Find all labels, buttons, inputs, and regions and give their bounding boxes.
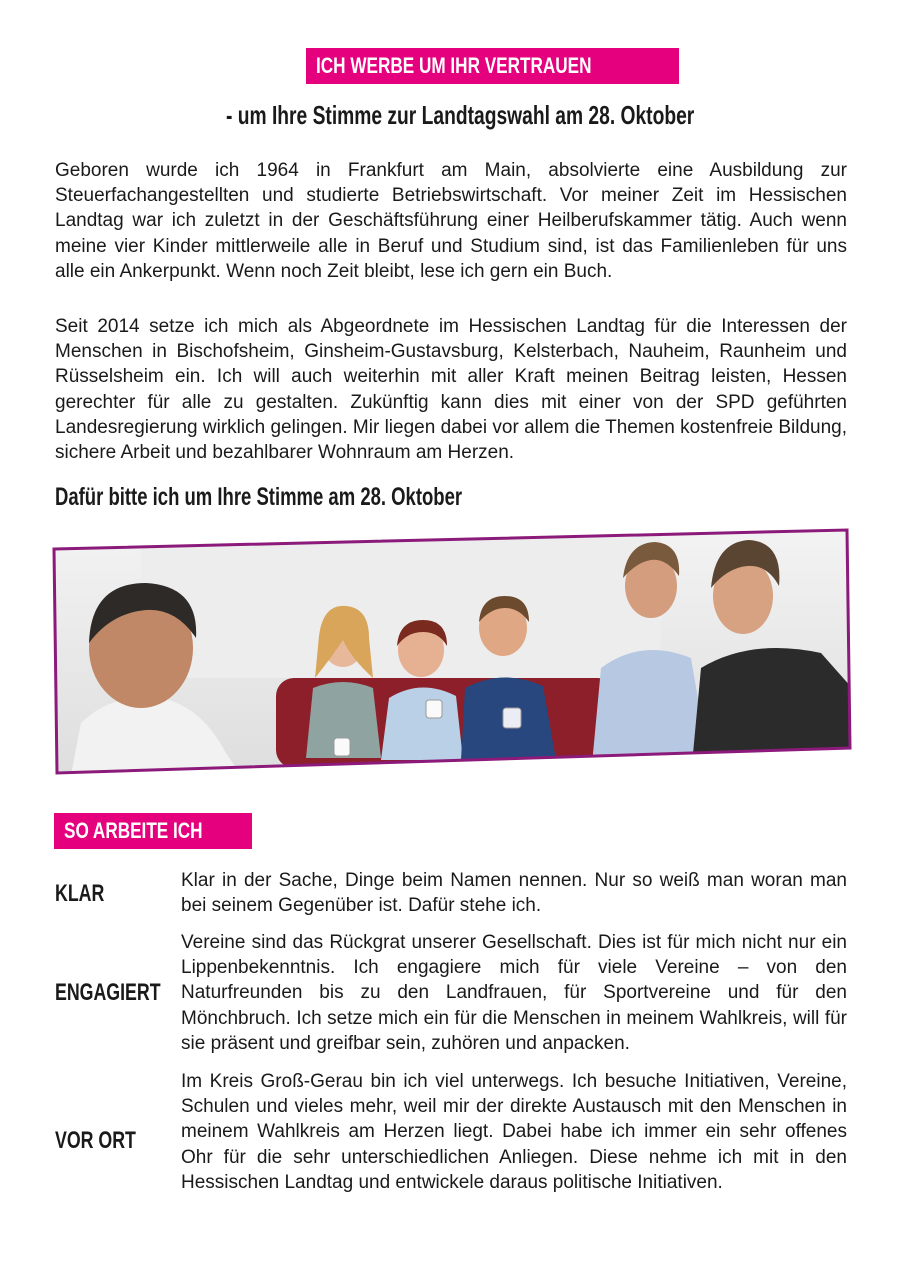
headline-tag: [306, 48, 679, 84]
group-photo: [51, 528, 852, 775]
text-vor-ort: Im Kreis Groß-Gerau bin ich viel unterwegs. Ich besuche Initiativen, Vereine, Schulen und vieles mehr, weil mir der direkte Austausch mit den Menschen in meinem Wahlkreis am Herzen liegt. Dabei habe ich immer ein sehr offenes Ohr für die sehr unterschiedlichen Anliegen. Diese nehme ich mit in den Hessischen Landtag und entwickele daraus politische Initiativen.: [181, 1071, 847, 1193]
text-klar: Klar in der Sache, Dinge beim Namen nennen. Nur so weiß man woran man bei seinem Gegenüber ist. Dafür stehe ich.: [181, 870, 847, 917]
label-vor-ort: VOR ORT: [55, 1127, 136, 1154]
section-tag-text: SO ARBEITE ICH: [64, 818, 203, 843]
section-tag: [54, 813, 252, 849]
headline-tag-text: ICH WERBE UM IHR VERTRAUEN: [316, 53, 592, 78]
subheadline: - um Ihre Stimme zur Landtagswahl am 28. Oktober: [226, 100, 695, 130]
text-engagiert: Vereine sind das Rückgrat unserer Gesellschaft. Dies ist für mich nicht nur ein Lippenbekenntnis. Ich engagiere mich für viele Vereine – von den Naturfreunden bis zu den Landfrauen, für Sportvereine und für den Mönchbruch. Ich setze mich ein für die Menschen in meinem Wahlkreis, will für sie präsent und greifbar sein, zuhören und anpacken.: [181, 932, 847, 1054]
call-to-action: Dafür bitte ich um Ihre Stimme am 28. Oktober: [55, 483, 463, 511]
label-klar: KLAR: [55, 880, 105, 907]
label-engagiert: ENGAGIERT: [55, 979, 161, 1006]
intro-paragraph-1: Geboren wurde ich 1964 in Frankfurt am Main, absolvierte eine Ausbildung zur Steuerfachangestellten und studierte Betriebswirtschaft. Vor meiner Zeit im Hessischen Landtag war ich zuletzt in der Geschäftsführung einer Heilberufskammer tätig. Auch wenn meine vier Kinder mittlerweile alle in Beruf und Studium sind, ist das Familienleben für uns alle ein Ankerpunkt. Wenn noch Zeit bleibt, lese ich gern ein Buch.: [55, 160, 847, 282]
intro-paragraph-2: Seit 2014 setze ich mich als Abgeordnete im Hessischen Landtag für die Interessen der Menschen in Bischofsheim, Ginsheim-Gustavsburg, Kelsterbach, Nauheim, Raunheim und Rüsselsheim ein. Ich will auch weiterhin mit aller Kraft meinen Beitrag leisten, Hessen gerechter für alle zu gestalten. Zukünftig kann dies mit einer von der SPD geführten Landesregierung wirklich gelingen. Mir liegen dabei vor allem die Themen kostenfreie Bildung, sichere Arbeit und bezahlbarer Wohnraum am Herzen.: [55, 316, 847, 464]
